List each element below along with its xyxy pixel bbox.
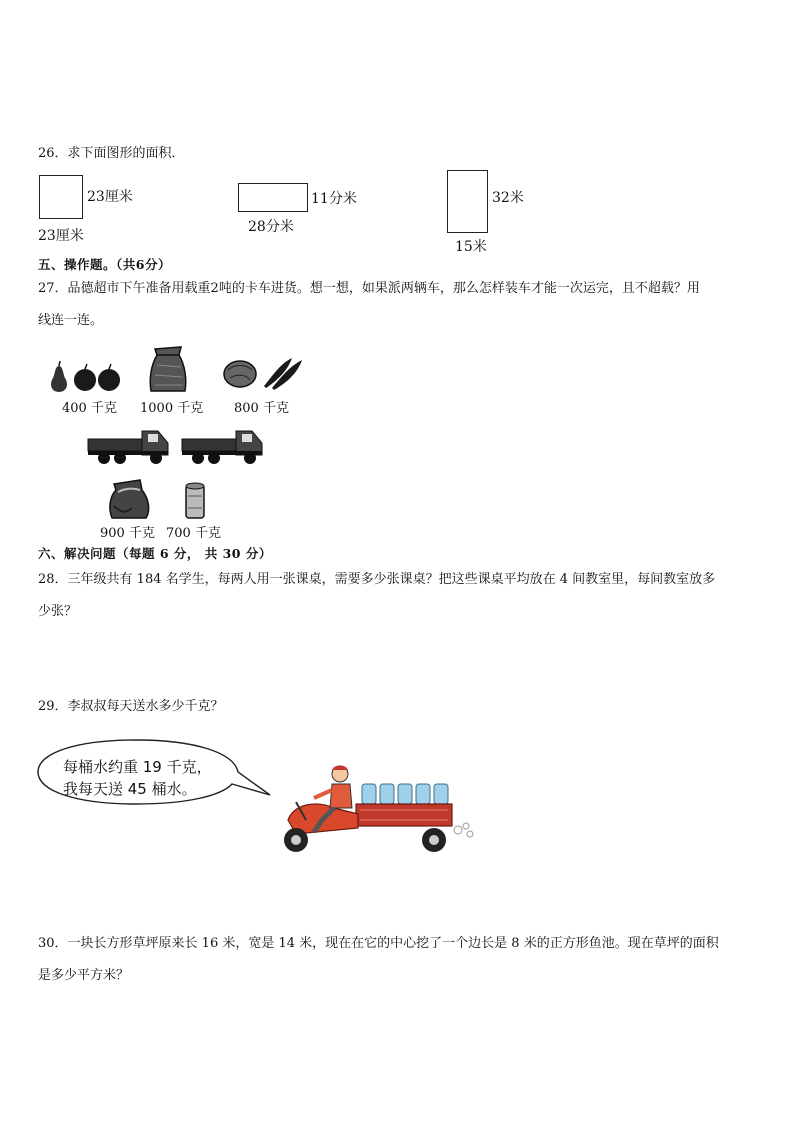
bag-icon — [106, 478, 154, 520]
question-27-line-2: 线连一连。 — [38, 313, 104, 328]
question-29-text: 29．李叔叔每天送水多少千克？ — [38, 699, 224, 714]
square-side-label: 23厘米 — [87, 189, 133, 205]
question-27-line-1: 27．品德超市下午准备用载重2吨的卡车进货。想一想，如果派两辆车，那么怎样装车才能一次运完，且不超载？用 — [38, 281, 700, 296]
fruit-icon — [45, 360, 125, 395]
tall-rectangle-side-label: 32米 — [492, 190, 524, 206]
sack-icon — [147, 345, 189, 393]
tall-rectangle-figure — [447, 170, 488, 233]
wide-rectangle-bottom-label: 28分米 — [248, 219, 294, 235]
truck-icon[interactable] — [86, 423, 174, 465]
bubble-line-1: 每桶水约重 19 千克， — [63, 758, 212, 776]
bubble-line-2: 我每天送 45 桶水。 — [63, 780, 197, 798]
section-6-title: 六、解决问题（每题 6 分， 共 30 分） — [38, 546, 272, 561]
goods-weight-400: 400 千克 — [62, 401, 117, 416]
question-30-line-1: 30．一块长方形草坪原来长 16 米，宽是 14 米，现在在它的中心挖了一个边长是 8 米的正方形鱼池。现在草坪的面积 — [38, 936, 719, 951]
question-30-line-2: 是多少平方米？ — [38, 968, 130, 983]
wide-rectangle-figure — [238, 183, 308, 212]
square-figure — [39, 175, 83, 219]
delivery-tricycle-icon — [276, 762, 476, 862]
question-26-text: 26．求下面图形的面积． — [38, 146, 185, 161]
section-5-title: 五、操作题。（共6分） — [38, 257, 171, 272]
barrel-icon — [184, 482, 206, 520]
truck-icon[interactable] — [180, 423, 268, 465]
goods-weight-900: 900 千克 — [100, 526, 155, 541]
goods-weight-1000: 1000 千克 — [140, 401, 204, 416]
vegetable-icon — [220, 352, 304, 392]
question-28-line-2: 少张？ — [38, 604, 78, 619]
goods-weight-800: 800 千克 — [234, 401, 289, 416]
question-28-line-1: 28．三年级共有 184 名学生，每两人用一张课桌，需要多少张课桌？把这些课桌平均放在 4 间教室里，每间教室放多 — [38, 572, 716, 587]
tall-rectangle-bottom-label: 15米 — [455, 239, 487, 255]
goods-weight-700: 700 千克 — [166, 526, 221, 541]
square-bottom-label: 23厘米 — [38, 228, 84, 244]
wide-rectangle-side-label: 11分米 — [311, 191, 357, 207]
